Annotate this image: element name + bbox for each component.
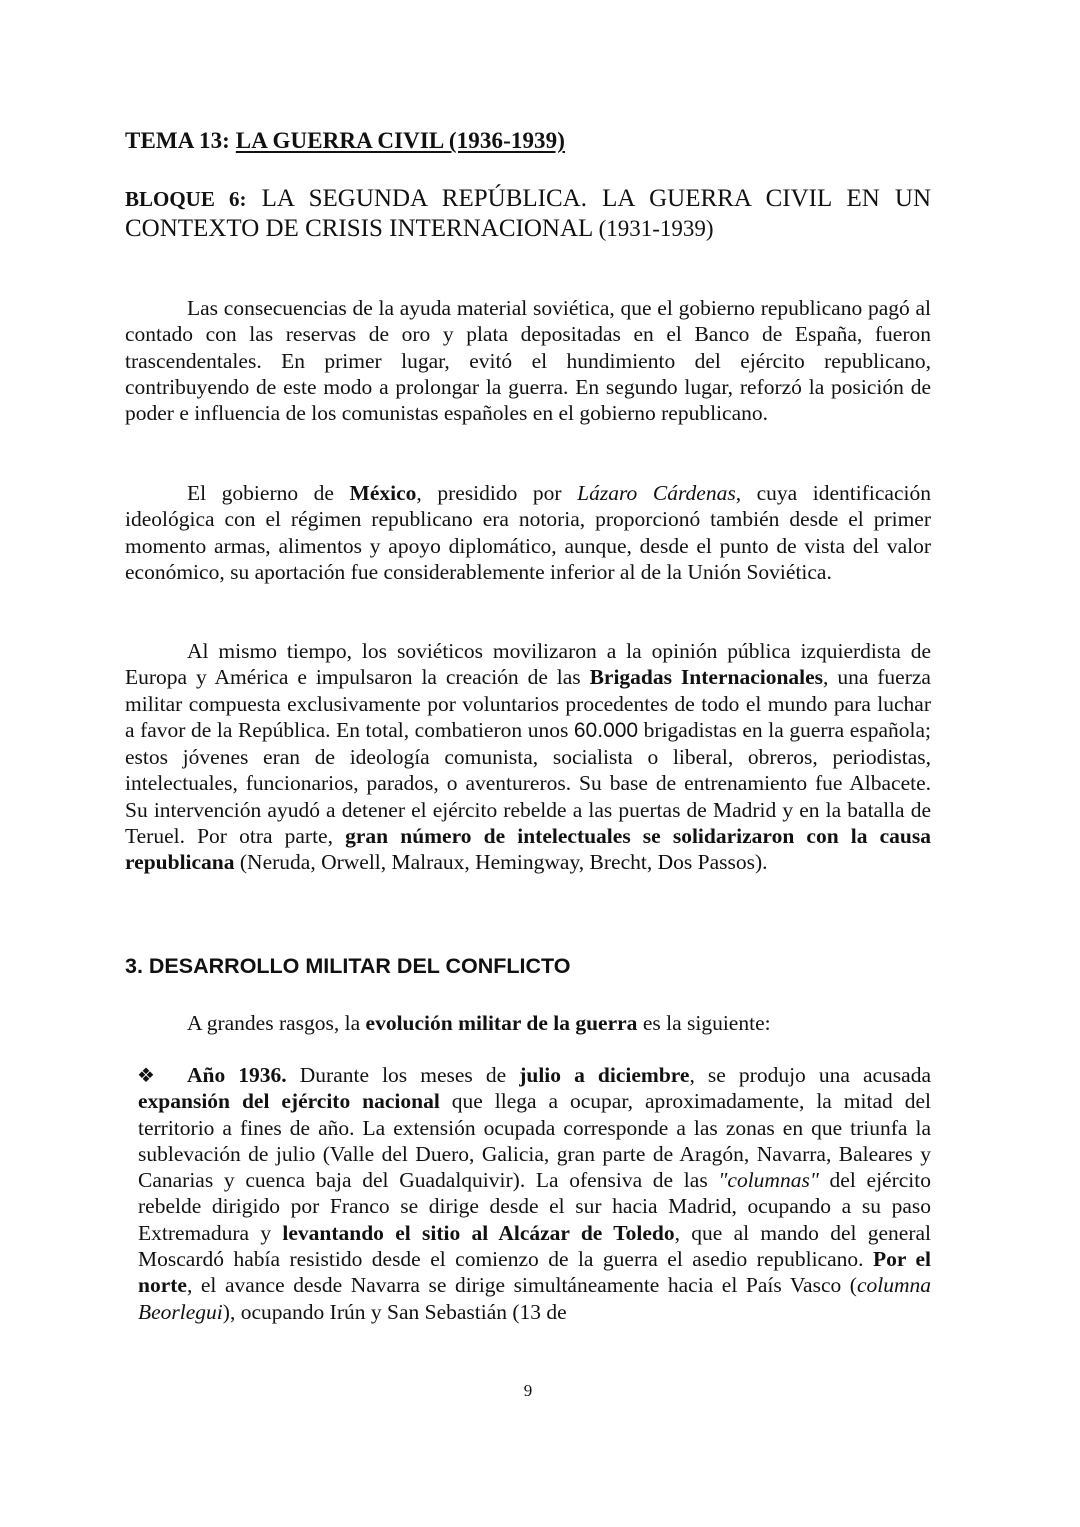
bold-evolucion: evolución militar de la guerra	[365, 1011, 638, 1035]
text-run: brigadistas en la guerra española; estos jóvenes eran de ideología comunista, socialista o liberal, obreros, periodistas, intelectuales, funcionarios, parados, o aventureros. Su base de entrenamiento fue Albacete. Su intervención ayudó a detener el ejército rebelde a las puertas de Madrid y en la batalla de Teruel. Por otra parte,	[125, 717, 931, 849]
italic-run: columna Beorlegui	[138, 1273, 931, 1324]
text-run: ), ocupando Irún y San Sebastián (13 de	[222, 1299, 567, 1324]
bullet-text	[138, 1062, 931, 1325]
bloque-years: (1931-1939)	[598, 216, 714, 241]
tema-heading	[125, 128, 565, 154]
text-run: , presidido por	[416, 481, 578, 505]
italic-run: "columnas"	[718, 1168, 819, 1193]
text-run: del ejército rebelde dirigido por Franco se dirige desde el sur hacia Madrid, ocupando a su paso Extremadura y	[138, 1168, 931, 1245]
bold-mexico: México	[349, 481, 417, 505]
text-run: , cuya identificación ideológica con el régimen republicano era notoria, proporcionó también desde el primer momento armas, alimentos y apoyo diplomático, aunque, desde el punto de vista del valor económico, su aportación fue considerablemente inferior al de la Unión Soviética.	[125, 481, 931, 584]
text-run: , se produjo una acusada	[689, 1063, 932, 1087]
text-run: A grandes rasgos, la	[187, 1011, 366, 1035]
bold-run: levantando el sitio al Alcázar de Toledo	[282, 1220, 675, 1245]
bloque-heading	[125, 184, 931, 243]
paragraph-soviet-aid	[125, 295, 931, 426]
bold-run: expansión del ejército nacional	[138, 1089, 440, 1114]
bold-brigadas: Brigadas Internacionales	[589, 665, 824, 690]
bloque-text: LA SEGUNDA REPÚBLICA. LA GUERRA CIVIL EN UN CONTEXTO DE CRISIS INTERNACIONAL	[125, 185, 932, 242]
text-run: que llega a ocupar, aproximadamente, la mitad del territorio a fines de año. La extensión ocupada corresponde a las zonas en que triunfa la sublevación de julio (Valle del Duero, Galicia, gran parte de Aragón, Navarra, Baleares y Canarias y cuenca baja del Guadalquivir). La ofensiva de las	[138, 1089, 931, 1193]
text-run: , que al mando del general Moscardó había resistido desde el comienzo de la guerra el asedio republicano.	[138, 1220, 932, 1272]
diamond-bullet-icon: ❖	[137, 1063, 155, 1087]
paragraph-brigadas	[125, 638, 931, 876]
tema-prefix: TEMA 13:	[125, 128, 236, 153]
paragraph-mexico	[125, 480, 931, 585]
bold-year: Año 1936.	[187, 1063, 287, 1087]
page-number: 9	[523, 1381, 533, 1400]
text-run: , el avance desde Navarra se dirige simultáneamente hacia el País Vasco (	[186, 1273, 857, 1298]
italic-cardenas: Lázaro Cárdenas	[577, 481, 736, 505]
bold-intelectuales: gran número de intelectuales se solidarizaron con la causa republicana	[125, 824, 931, 875]
bold-run: julio a diciembre	[519, 1063, 690, 1087]
bullet-item-1936	[125, 1062, 931, 1325]
bold-run: Por el norte	[138, 1247, 931, 1298]
paragraph-soviet-aid-text: Las consecuencias de la ayuda material soviética, que el gobierno republicano pagó al contado con las reservas de oro y plata depositadas en el Banco de España, fueron trascendentales. En primer lugar, evitó el hundimiento del ejército republicano, contribuyendo de este modo a prolongar la guerra. En segundo lugar, reforzó la posición de poder e influencia de los comunistas españoles en el gobierno republicano.	[125, 296, 931, 426]
tema-title: LA GUERRA CIVIL (1936-1939)	[235, 128, 566, 153]
text-run: (Neruda, Orwell, Malraux, Hemingway, Brecht, Dos Passos).	[234, 850, 768, 875]
section-intro	[125, 1010, 931, 1036]
section-title: 3. DESARROLLO MILITAR DEL CONFLICTO	[125, 954, 571, 978]
text-run: El gobierno de	[187, 481, 350, 505]
bloque-lead: BLOQUE 6:	[125, 187, 247, 211]
text-run: , una fuerza militar compuesta exclusivamente por voluntarios procedentes de todo el mundo para luchar a favor de la República. En total, combatieron unos	[125, 665, 931, 742]
text-run: Durante los meses de	[286, 1063, 520, 1087]
text-run: Al mismo tiempo, los soviéticos movilizaron a la opinión pública izquierdista de Europa y América e impulsaron la creación de las	[125, 639, 931, 690]
text-run: es la siguiente:	[637, 1011, 771, 1035]
number-brigadistas: 60.000	[573, 718, 639, 742]
